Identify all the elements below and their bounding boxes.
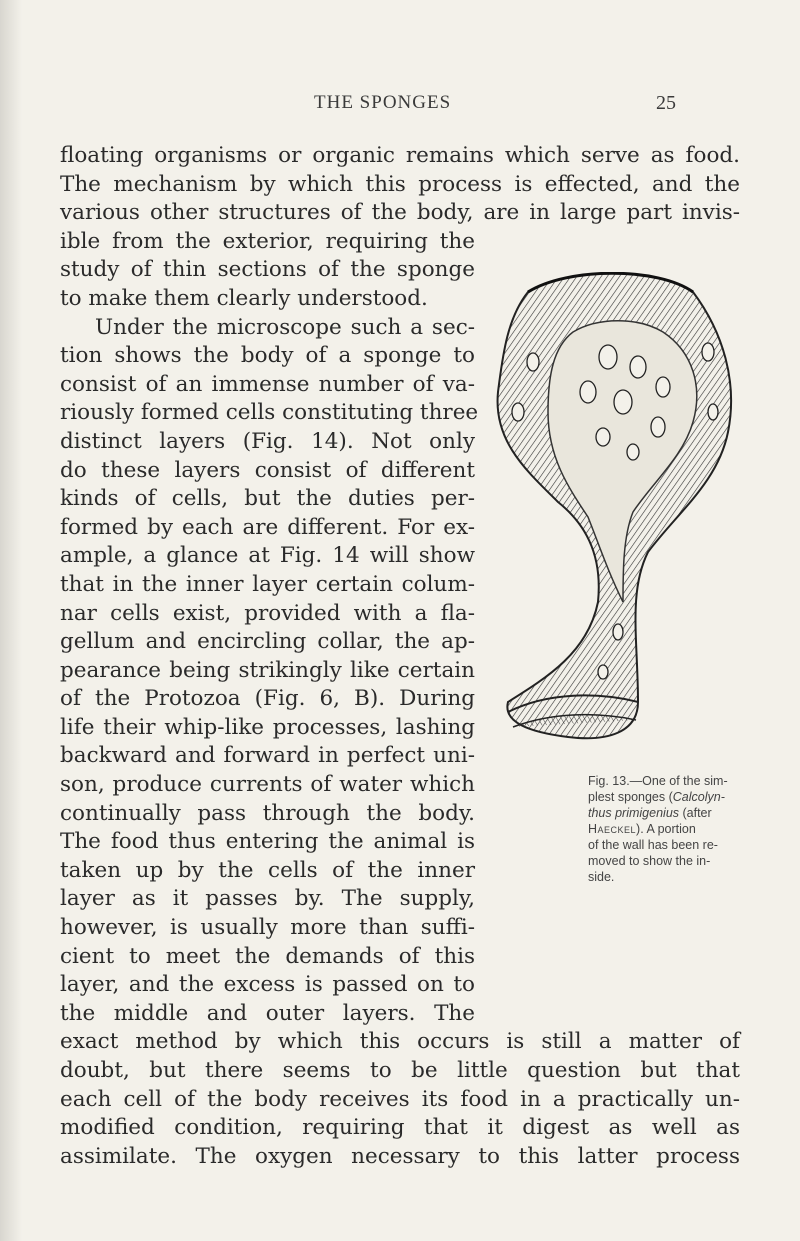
text-line: formed by each are different. For ex- [60,514,475,540]
caption-line [588,773,738,789]
caption-species: thus primigenius [588,806,680,820]
text-line: ample, a glance at Fig. 14 will show [60,543,475,569]
text-line: kinds of cells, but the duties per- [60,486,475,512]
text-line: consist of an immense number of va- [60,371,475,397]
text-line: layer as it passes by. The supply, [60,886,475,912]
text-line: The mechanism by which this process is effected, and the [60,171,740,197]
text-line: of the Protozoa (Fig. 6, B). During [60,686,475,712]
text-line: pearance being strikingly like certain [60,657,475,683]
text-line: nar cells exist, provided with a fla- [60,600,475,626]
page-gutter-shadow [0,0,22,1241]
caption-text: plest sponges ( [588,790,673,804]
text-line: the middle and outer layers. The [60,1000,475,1026]
text-line: riously formed cells constituting three [60,400,479,426]
text-line: exact method by which this occurs is still a matter of [60,1029,740,1055]
text-line: to make them clearly understood. [60,285,428,311]
text-line: Under the microscope such a sec- [95,314,475,340]
text-line: do these layers consist of different [60,457,475,483]
sponge-drawing [488,272,738,742]
caption-text: (after [679,806,712,820]
text-line: layer, and the excess is passed on to [60,972,475,998]
caption-line: moved to show the in- [588,854,711,868]
text-line: life their whip-like processes, lashing [60,714,475,740]
running-head [0,92,800,122]
sponge-illustration [488,272,738,742]
caption-fig-label: Fig. 13.—One of the sim- [588,774,728,788]
text-line: continually pass through the body. [60,800,475,826]
text-line: ible from the exterior, requiring the [60,228,475,254]
text-line: taken up by the cells of the inner [60,857,475,883]
text-line: modified condition, requiring that it digest as well as [60,1115,740,1141]
text-line: tion shows the body of a sponge to [60,343,475,369]
text-line: assimilate. The oxygen necessary to this latter process [60,1143,740,1169]
text-line: The food thus entering the animal is [60,829,475,855]
caption-line [588,805,738,821]
text-line: floating organisms or organic remains which serve as food. [60,143,740,168]
text-line: distinct layers (Fig. 14). Not only [60,428,475,454]
text-line: backward and forward in perfect uni- [60,743,475,769]
text-line: son, produce currents of water which [60,772,475,798]
caption-author: Haeckel [588,822,637,836]
running-title: THE SPONGES [314,92,452,113]
text-line: doubt, but there seems to be little question but that [60,1058,740,1083]
text-line: cient to meet the demands of this [60,943,475,969]
text-line: that in the inner layer certain colum- [60,571,475,597]
text-line: however, is usually more than suffi- [60,915,475,941]
text-line: each cell of the body receives its food in a practically un- [60,1086,740,1112]
caption-species: Calcolyn- [672,790,725,804]
caption-text: ). A portion [636,822,696,836]
page-number: 25 [656,92,676,114]
text-line: gellum and encircling collar, the ap- [60,629,475,655]
figure-caption [588,773,738,885]
caption-line [588,789,738,805]
caption-line [588,821,738,837]
text-line: study of thin sections of the sponge [60,257,475,283]
caption-line: of the wall has been re- [588,838,718,852]
text-line: various other structures of the body, are in large part invis- [60,200,740,226]
caption-line: side. [588,870,615,884]
